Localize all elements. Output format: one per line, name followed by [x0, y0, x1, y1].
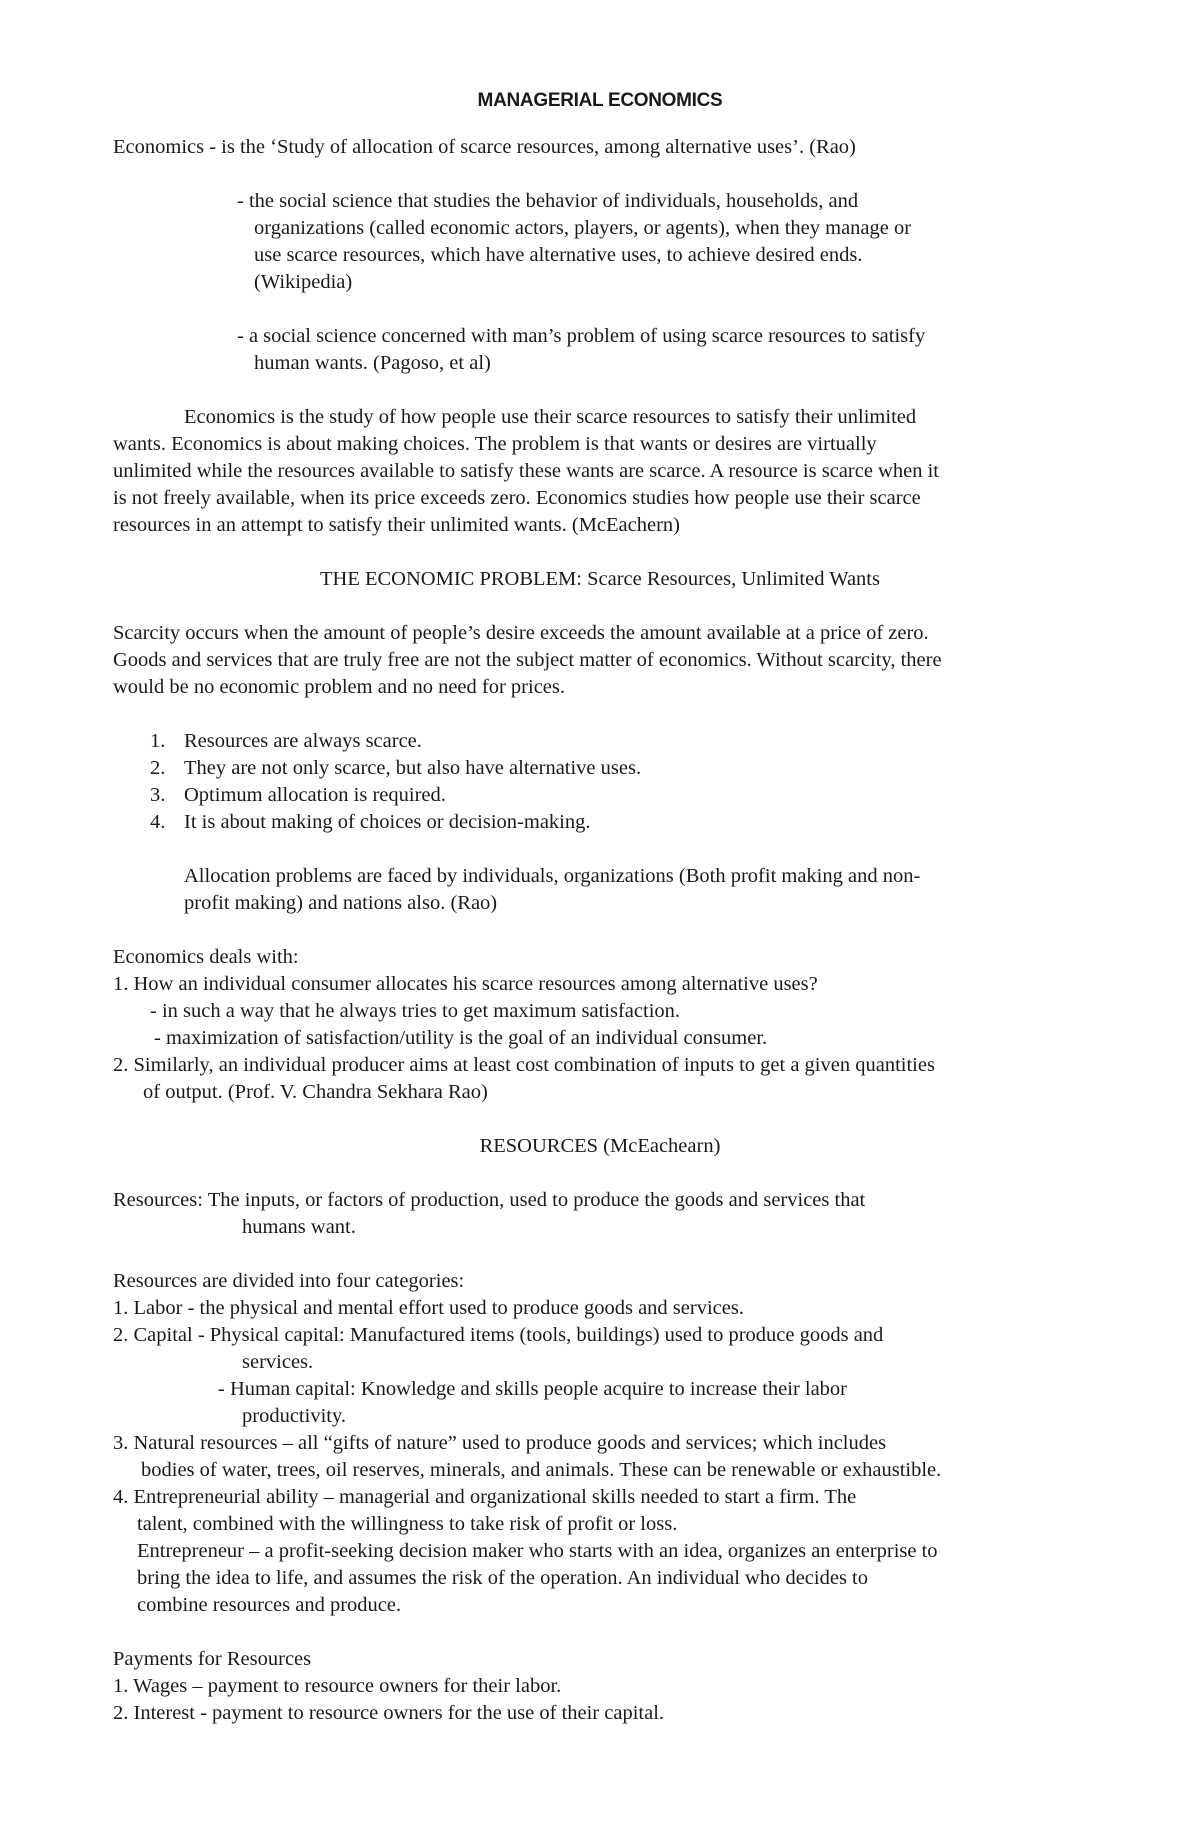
economic-problem-heading: THE ECONOMIC PROBLEM: Scarce Resources, Unlimited Wants: [320, 568, 880, 590]
resources-heading: RESOURCES (McEachearn): [479, 1135, 721, 1157]
problem-list-number-2: 2.: [150, 757, 166, 779]
categories-heading: Resources are divided into four categories:: [113, 1270, 465, 1292]
allocation-note-line-1: Allocation problems are faced by individuals, organizations (Both profit making and non-: [184, 865, 921, 887]
category-natural-line-2: bodies of water, trees, oil reserves, minerals, and animals. These can be renewable or exhaustible.: [141, 1459, 942, 1481]
category-capital-line-3: - Human capital: Knowledge and skills people acquire to increase their labor: [218, 1378, 848, 1400]
definition-2-line-2: organizations (called economic actors, players, or agents), when they manage or: [254, 217, 912, 239]
problem-list-item-4: It is about making of choices or decision-making.: [184, 811, 591, 833]
scarcity-paragraph-line-1: Scarcity occurs when the amount of people’s desire exceeds the amount available at a price of zero.: [113, 622, 929, 644]
definition-2-line-1: - the social science that studies the behavior of individuals, households, and: [237, 190, 859, 212]
intro-paragraph-line-1: Economics is the study of how people use their scarce resources to satisfy their unlimited: [184, 406, 917, 428]
definition-2-line-3: use scarce resources, which have alternative uses, to achieve desired ends.: [254, 244, 863, 266]
entrepreneur-definition-line-1: Entrepreneur – a profit-seeking decision maker who starts with an idea, organizes an enterprise to: [137, 1540, 938, 1562]
deals-with-item-1: 1. How an individual consumer allocates his scarce resources among alternative uses?: [113, 973, 818, 995]
payments-item-2: 2. Interest - payment to resource owners for the use of their capital.: [113, 1702, 665, 1724]
scarcity-paragraph-line-3: would be no economic problem and no need for prices.: [113, 676, 566, 698]
deals-with-item-2-line-2: of output. (Prof. V. Chandra Sekhara Rao): [143, 1081, 488, 1103]
problem-list-number-4: 4.: [150, 811, 166, 833]
scarcity-paragraph-line-2: Goods and services that are truly free are not the subject matter of economics. Without scarcity, there: [113, 649, 942, 671]
intro-paragraph-line-4: is not freely available, when its price exceeds zero. Economics studies how people use their scarce: [113, 487, 921, 509]
problem-list-item-1: Resources are always scarce.: [184, 730, 422, 752]
category-entrepreneurial-line-2: talent, combined with the willingness to take risk of profit or loss.: [137, 1513, 678, 1535]
problem-list-item-3: Optimum allocation is required.: [184, 784, 446, 806]
intro-paragraph-line-2: wants. Economics is about making choices. The problem is that wants or desires are virtually: [113, 433, 877, 455]
problem-list-number-3: 3.: [150, 784, 166, 806]
category-entrepreneurial-line-1: 4. Entrepreneurial ability – managerial and organizational skills needed to start a firm. The: [113, 1486, 857, 1508]
page-title: MANAGERIAL ECONOMICS: [477, 90, 723, 111]
category-capital-line-1: 2. Capital - Physical capital: Manufactured items (tools, buildings) used to produce goods and: [113, 1324, 884, 1346]
definition-2-line-4: (Wikipedia): [254, 271, 353, 293]
definition-lead: Economics - is the ‘Study of allocation of scarce resources, among alternative uses’. (Rao): [113, 136, 856, 158]
deals-with-item-1-sub-1: - in such a way that he always tries to get maximum satisfaction.: [150, 1000, 681, 1022]
payments-heading: Payments for Resources: [113, 1648, 312, 1670]
allocation-note-line-2: profit making) and nations also. (Rao): [184, 892, 498, 914]
category-capital-line-2: services.: [242, 1351, 314, 1373]
category-natural-line-1: 3. Natural resources – all “gifts of nature” used to produce goods and services; which includes: [113, 1432, 887, 1454]
resources-definition-line-2: humans want.: [242, 1216, 356, 1238]
deals-with-heading: Economics deals with:: [113, 946, 299, 968]
resources-definition-line-1: Resources: The inputs, or factors of production, used to produce the goods and services that: [113, 1189, 866, 1211]
entrepreneur-definition-line-3: combine resources and produce.: [137, 1594, 402, 1616]
problem-list-number-1: 1.: [150, 730, 166, 752]
category-capital-line-4: productivity.: [242, 1405, 347, 1427]
deals-with-item-1-sub-2: - maximization of satisfaction/utility is the goal of an individual consumer.: [154, 1027, 768, 1049]
entrepreneur-definition-line-2: bring the idea to life, and assumes the risk of the operation. An individual who decides to: [137, 1567, 869, 1589]
intro-paragraph-line-5: resources in an attempt to satisfy their unlimited wants. (McEachern): [113, 514, 680, 536]
category-labor: 1. Labor - the physical and mental effort used to produce goods and services.: [113, 1297, 744, 1319]
deals-with-item-2-line-1: 2. Similarly, an individual producer aims at least cost combination of inputs to get a given quantities: [113, 1054, 935, 1076]
problem-list-item-2: They are not only scarce, but also have alternative uses.: [184, 757, 642, 779]
payments-item-1: 1. Wages – payment to resource owners for their labor.: [113, 1675, 562, 1697]
intro-paragraph-line-3: unlimited while the resources available to satisfy these wants are scarce. A resource is scarce when it: [113, 460, 939, 482]
definition-3-line-2: human wants. (Pagoso, et al): [254, 352, 491, 374]
definition-3-line-1: - a social science concerned with man’s problem of using scarce resources to satisfy: [237, 325, 926, 347]
